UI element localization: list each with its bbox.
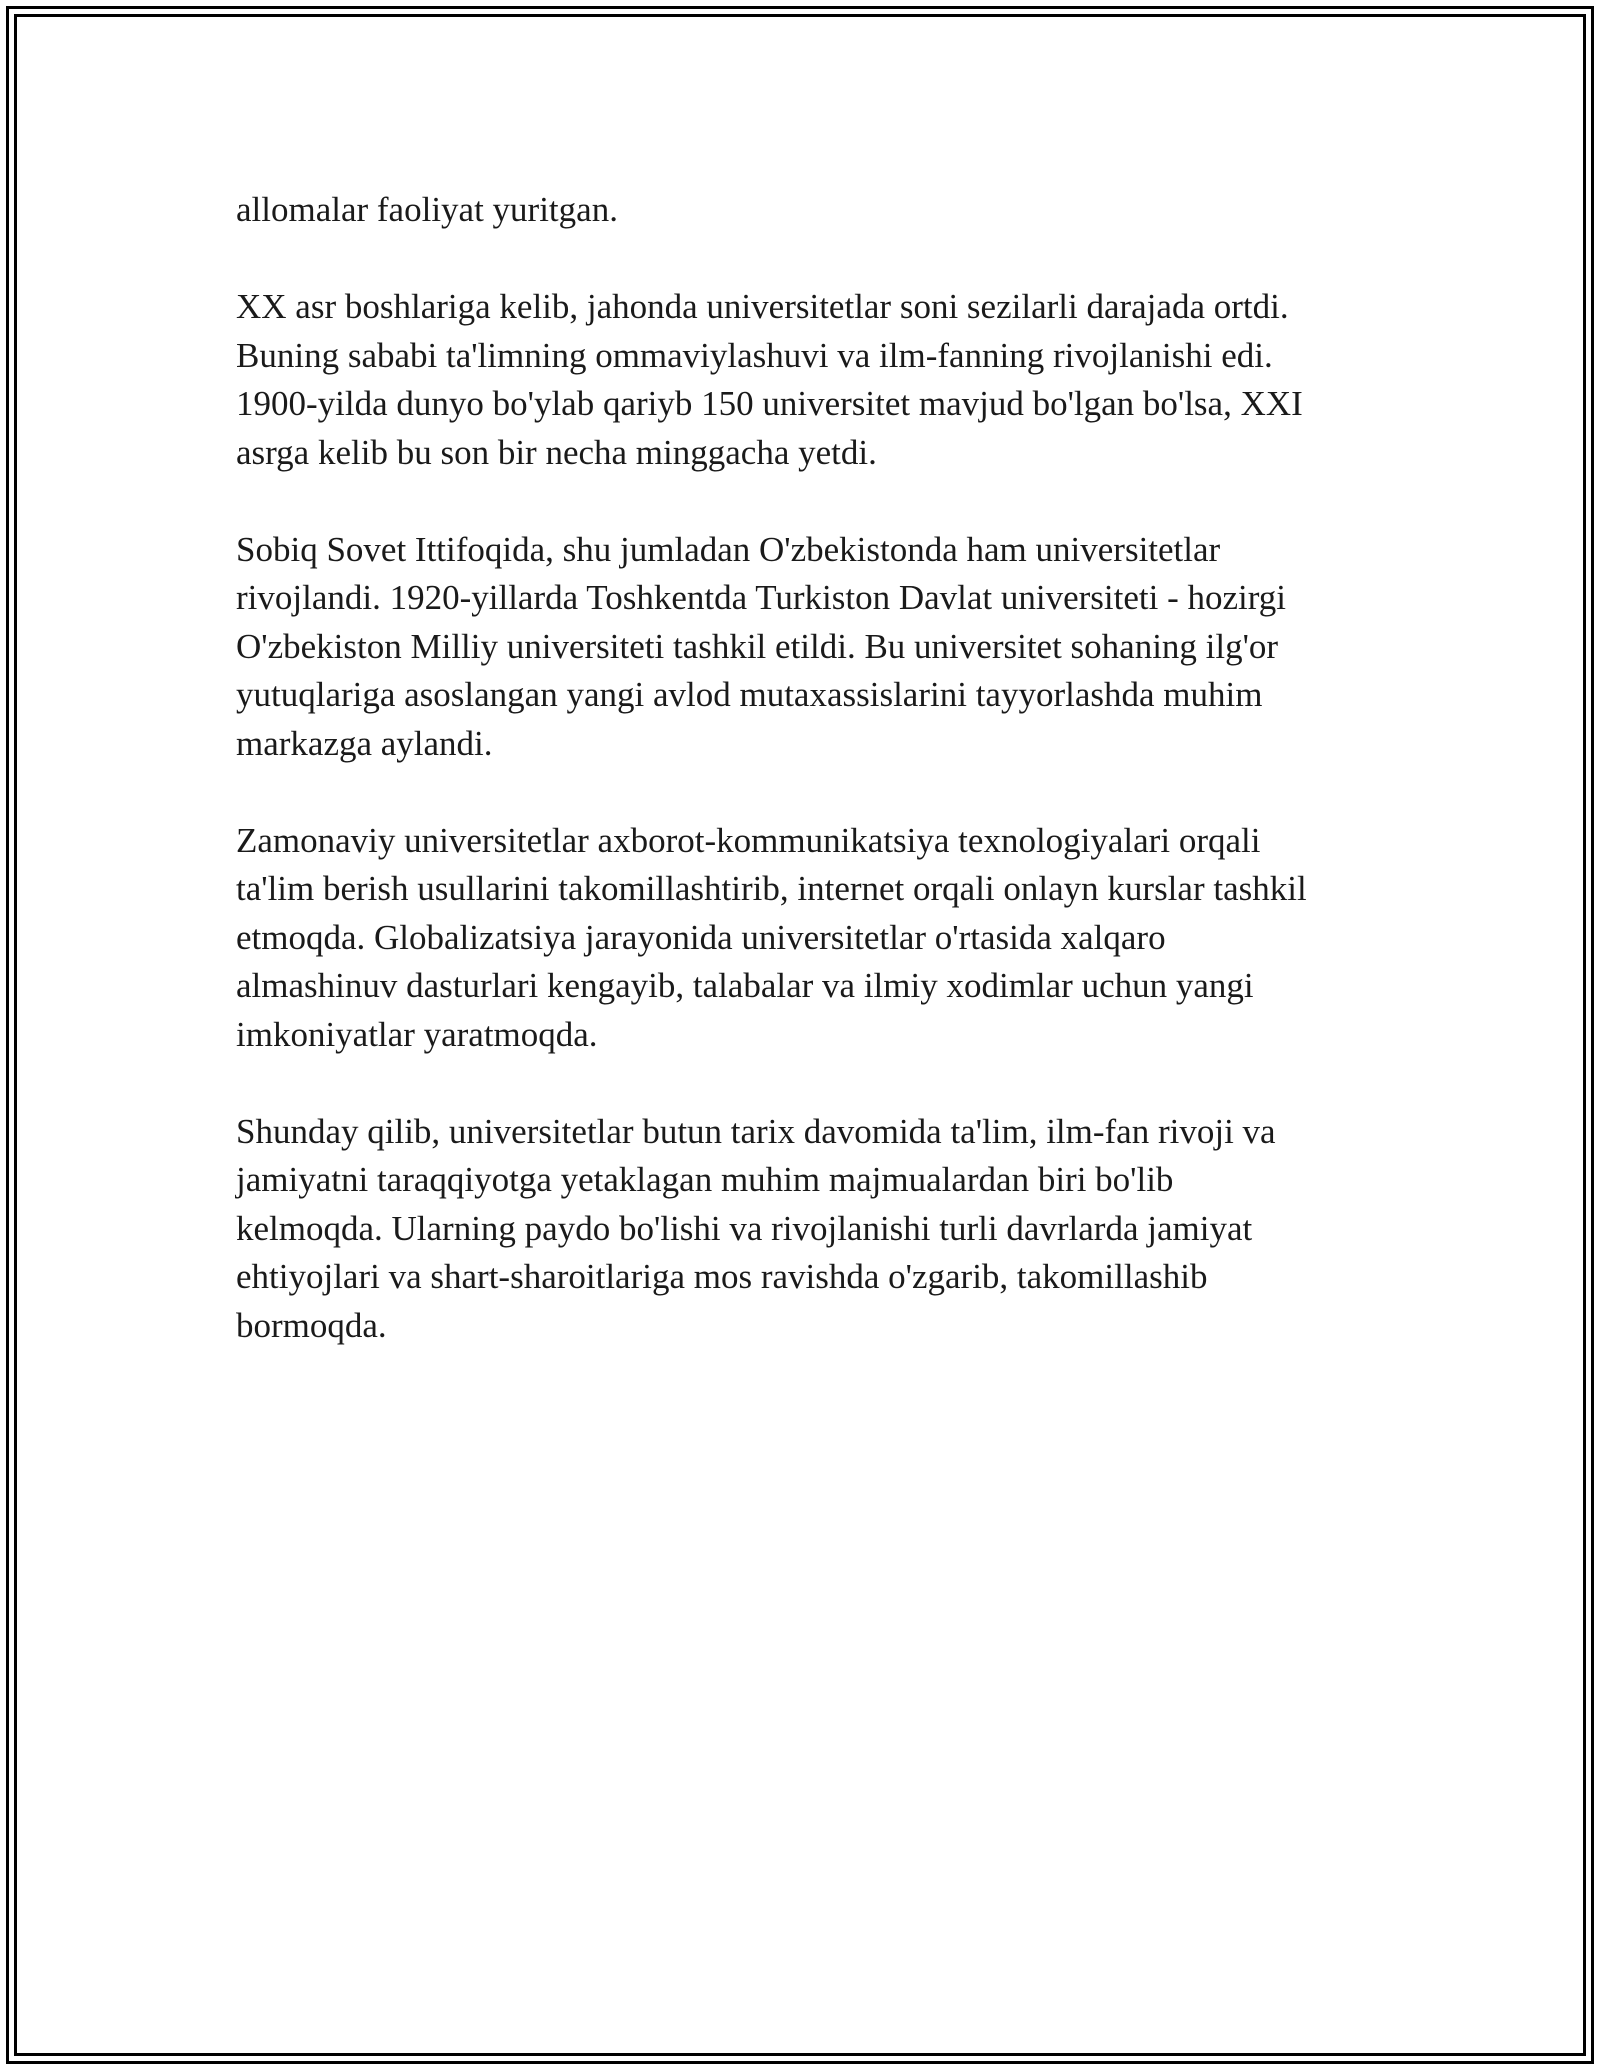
text-line: Shunday qilib, universitetlar butun tarix davomida ta'lim, ilm-fan rivoji va <box>236 1111 1276 1151</box>
text-line: imkoniyatlar yaratmoqda. <box>236 1014 598 1054</box>
text-line: jamiyatni taraqqiyotga yetaklagan muhim majmualardan biri bo'lib <box>236 1160 1174 1199</box>
text-line: markazga aylandi. <box>236 723 493 763</box>
text-line: bormoqda. <box>236 1305 387 1345</box>
text-line: Zamonaviy universitetlar axborot-kommunikatsiya texnologiyalari orqali <box>236 820 1261 860</box>
text-line: rivojlandi. 1920-yillarda Toshkentda Turkiston Davlat universiteti - hozirgi <box>236 578 1287 617</box>
text-line: yutuqlariga asoslangan yangi avlod mutaxassislarini tayyorlashda muhim <box>236 675 1263 714</box>
paragraph-1 <box>236 186 1366 235</box>
document-body <box>236 186 1366 1399</box>
text-line: allomalar faoliyat yuritgan. <box>236 190 618 229</box>
text-line: O'zbekiston Milliy universiteti tashkil etildi. Bu universitet sohaning ilg'or <box>236 626 1279 666</box>
text-line: Buning sababi ta'limning ommaviylashuvi va ilm-fanning rivojlanishi edi. <box>236 335 1273 375</box>
paragraph-4 <box>236 817 1366 1060</box>
text-line: ta'lim berish usullarini takomillashtirib, internet orqali onlayn kurslar tashkil <box>236 869 1307 908</box>
paragraph-2 <box>236 283 1366 477</box>
text-line: XX asr boshlariga kelib, jahonda universitetlar soni sezilarli darajada ortdi. <box>236 287 1289 326</box>
text-line: asrga kelib bu son bir necha minggacha yetdi. <box>236 432 877 472</box>
paragraph-5 <box>236 1108 1366 1351</box>
text-line: ehtiyojlari va shart-sharoitlariga mos ravishda o'zgarib, takomillashib <box>236 1257 1208 1296</box>
text-line: kelmoqda. Ularning paydo bo'lishi va rivojlanishi turli davrlarda jamiyat <box>236 1208 1253 1248</box>
paragraph-3 <box>236 526 1366 769</box>
text-line: 1900-yilda dunyo bo'ylab qariyb 150 universitet mavjud bo'lgan bo'lsa, XXI <box>236 384 1303 423</box>
text-line: Sobiq Sovet Ittifoqida, shu jumladan O'zbekistonda ham universitetlar <box>236 529 1221 569</box>
text-line: almashinuv dasturlari kengayib, talabalar va ilmiy xodimlar uchun yangi <box>236 966 1254 1005</box>
text-line: etmoqda. Globalizatsiya jarayonida universitetlar o'rtasida xalqaro <box>236 917 1166 957</box>
